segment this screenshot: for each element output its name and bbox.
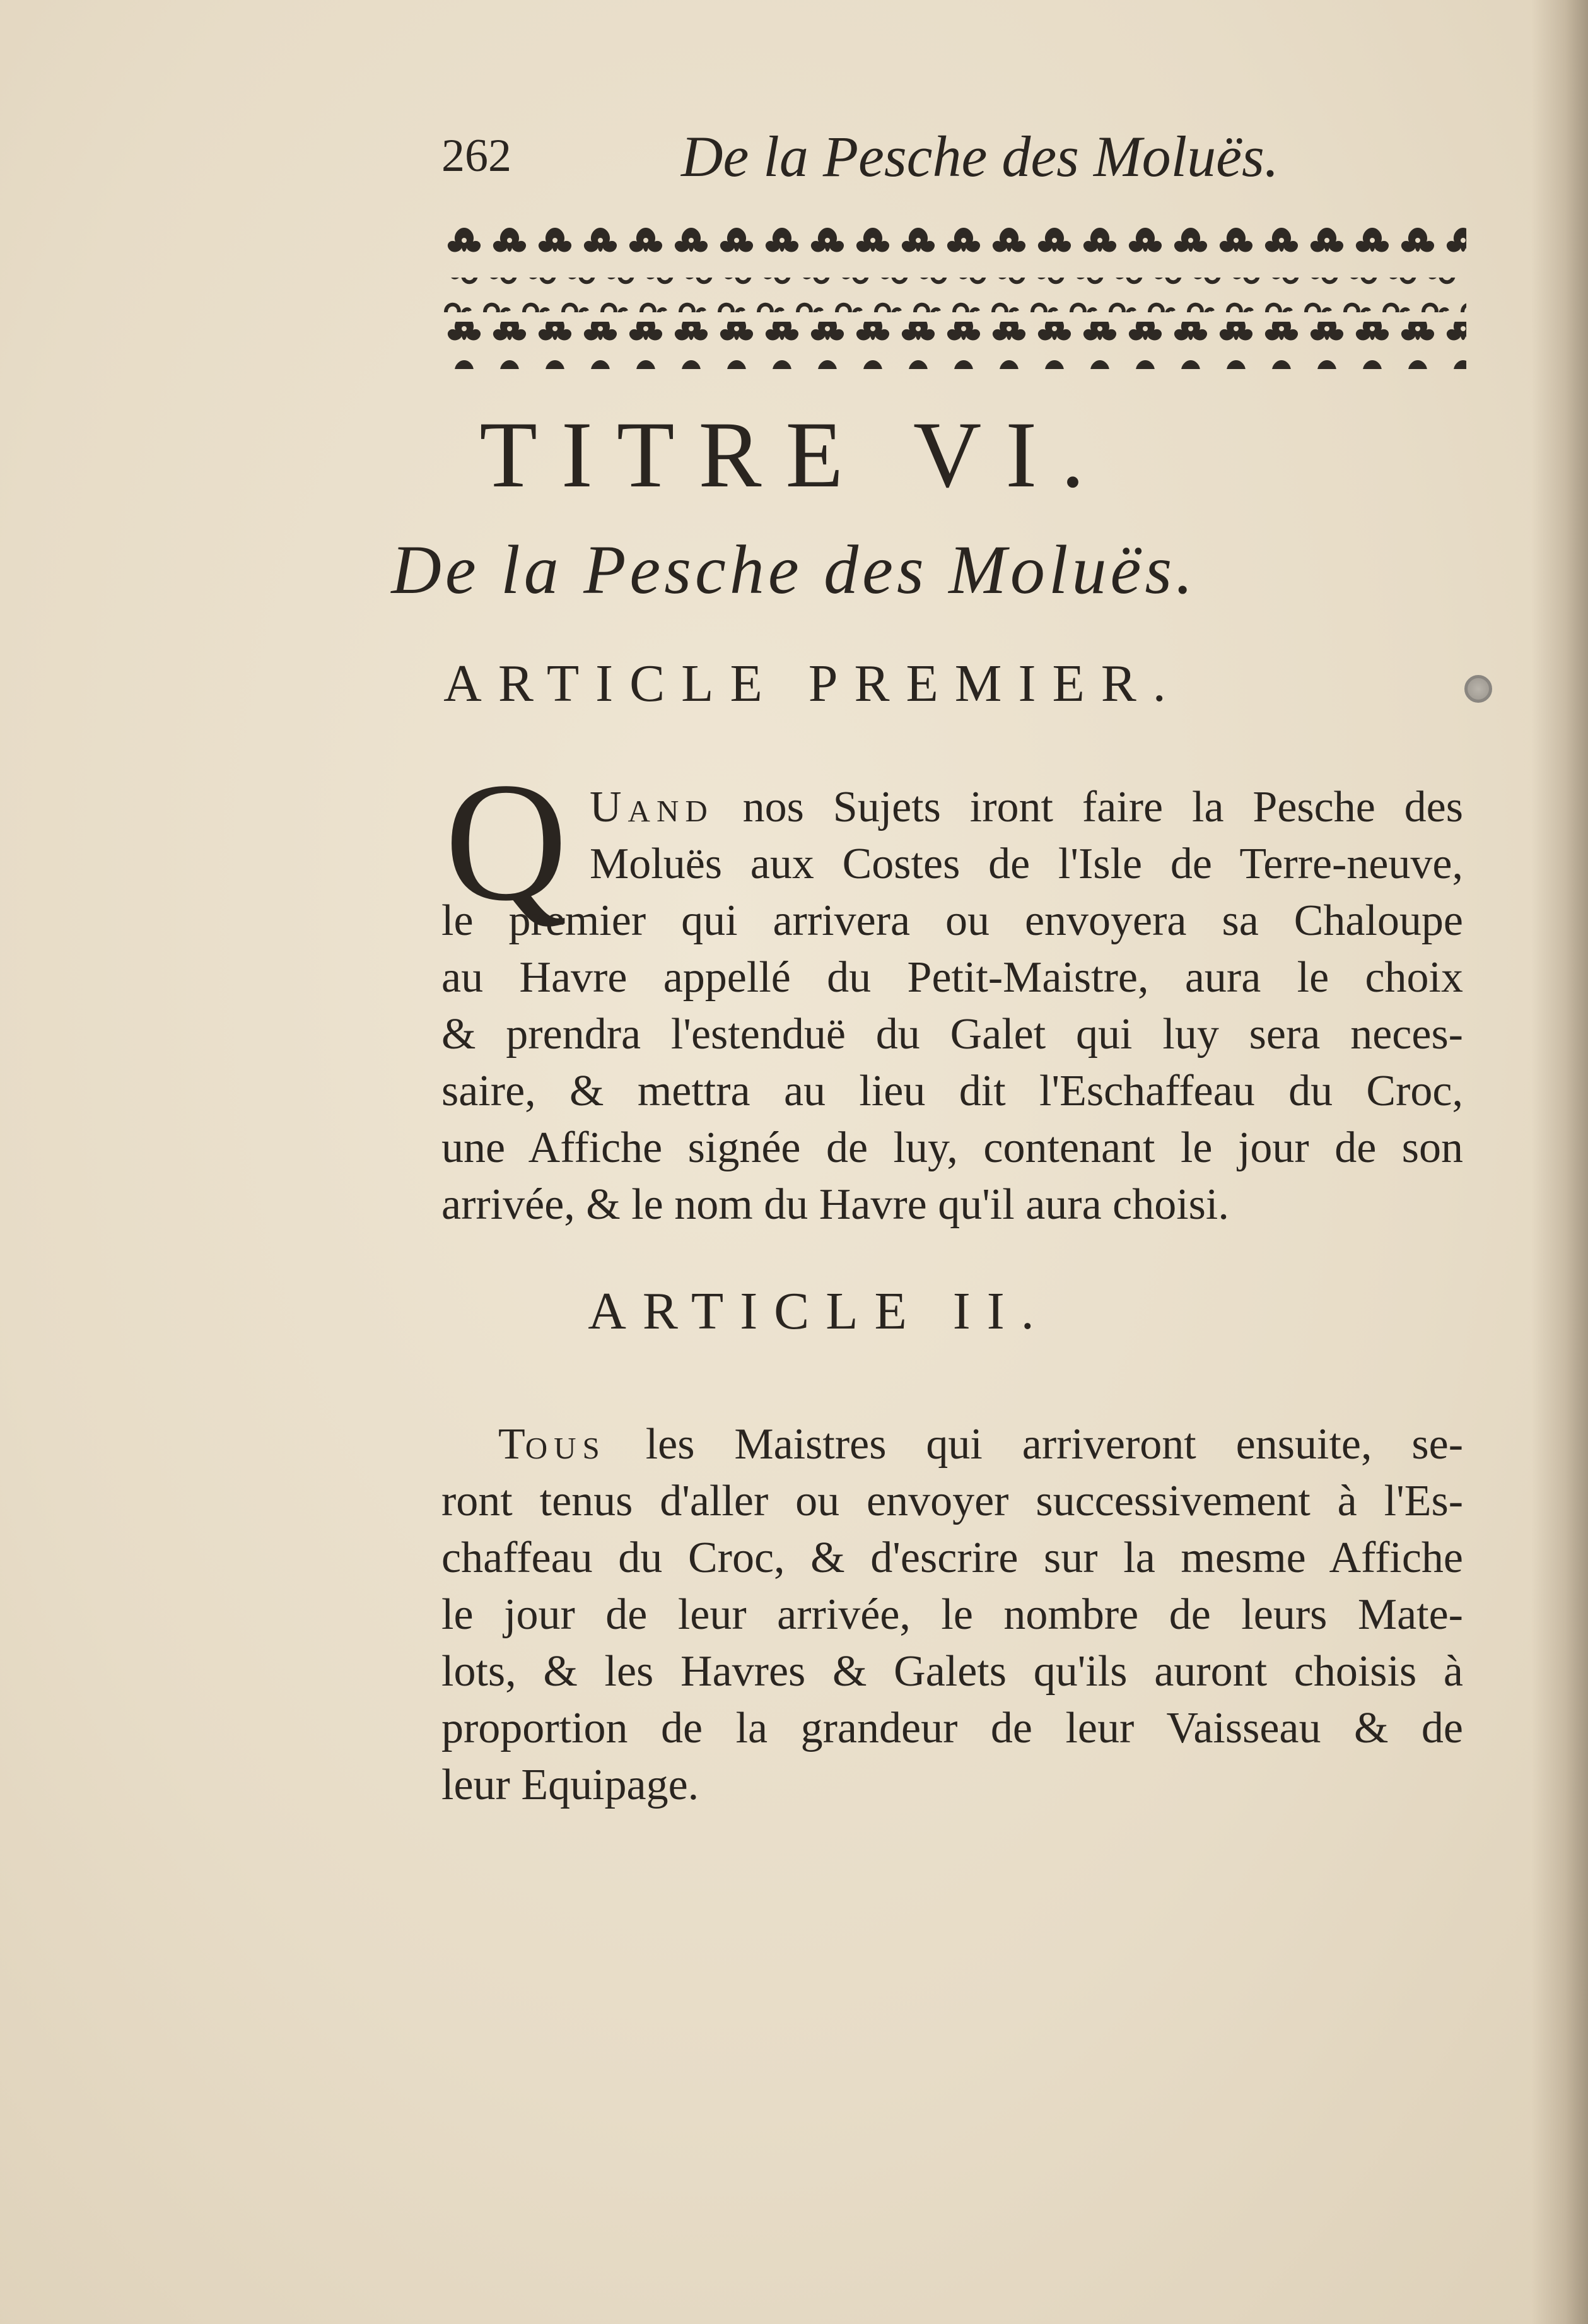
article-2-line-3: chaffeau du Croc, & d'escrire sur la mesme Affiche (441, 1534, 1463, 1582)
drop-cap: Q (445, 748, 568, 936)
article-2-line-2: ront tenus d'aller ou envoyer successivement à l'Es- (441, 1477, 1463, 1525)
article-1-line-2: Moluës aux Costes de l'Isle de Terre-neuve, (590, 840, 1463, 888)
article-2-line-7: leur Equipage. (441, 1761, 699, 1809)
chapter-subtitle: De la Pesche des Moluës. (391, 531, 1197, 608)
fleuron-ornament-band (441, 218, 1466, 375)
article-2-line-5: lots, & les Havres & Galets qu'ils auront choisis à (441, 1647, 1463, 1696)
article-2-lead-letter: T (498, 1420, 525, 1469)
article-2-heading: ARTICLE II. (588, 1282, 1051, 1341)
article-1-line-8: arrivée, & le nom du Havre qu'il aura choisi. (441, 1180, 1229, 1229)
article-2-line-6: proportion de la grandeur de leur Vaisseau & de (441, 1704, 1463, 1752)
article-1-heading: ARTICLE PREMIER. (443, 654, 1182, 713)
library-stamp-icon (1464, 675, 1492, 703)
article-2-line-4: le jour de leur arrivée, le nombre de leurs Mate- (441, 1590, 1463, 1639)
article-1-line-6: saire, & mettra au lieu dit l'Eschaffeau du Croc, (441, 1067, 1463, 1115)
running-title: De la Pesche des Moluës. (681, 124, 1279, 189)
chapter-title: TITRE VI. (479, 402, 1109, 507)
page-gutter-shadow (1531, 0, 1588, 2324)
article-2-line-1: Tous les Maistres qui arriveront ensuite, se- (498, 1420, 1464, 1469)
article-1-line-3: le premier qui arrivera ou envoyera sa Chaloupe (441, 896, 1463, 945)
article-1-line-5: & prendra l'estenduë du Galet qui luy sera neces- (441, 1010, 1463, 1059)
article-1-lead-word: Uand (590, 783, 714, 831)
article-1-line-7: une Affiche signée de luy, contenant le jour de son (441, 1124, 1463, 1172)
article-1-line-4: au Havre appellé du Petit-Maistre, aura le choix (441, 953, 1463, 1002)
article-2-lead-word: ous (525, 1420, 606, 1469)
article-1-line-1: Uand nos Sujets iront faire la Pesche des (590, 783, 1463, 831)
page-number: 262 (441, 130, 511, 182)
